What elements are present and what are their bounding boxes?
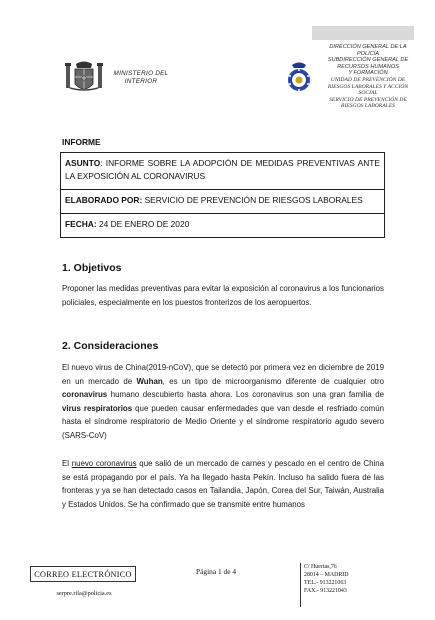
police-emblem-icon: [282, 60, 316, 94]
asunto-value: : INFORME SOBRE LA ADOPCIÓN DE MEDIDAS PREVENTIVAS ANTE LA EXPOSICIÓN AL CORONAVIRUS: [65, 158, 380, 181]
elaborado-row: [61, 190, 384, 214]
metadata-table: [60, 152, 385, 238]
elaborado-label: ELABORADO POR:: [65, 195, 143, 205]
header-grey-bar: [312, 26, 414, 40]
postal-address: C/ Huertas,76 28014 – MADRID TEL.- 913221063 FAX.- 913221043: [300, 563, 414, 607]
consideraciones-paragraph-1: El nuevo virus de China(2019-nCoV), que se detectó por primera vez en diciembre de 2019 en un mercado de Wuhan, es un tipo de microorganismo diferente de cualquier otro coronavirus humano descubierto hasta ahora. Los coronavirus son una gran familia de virus respiratorios que pueden causar enfermedades que van desde el resfriado común hasta el síndrome respiratorio de Medio Oriente y el síndrome respiratorio agudo severo (SARS-CoV): [62, 363, 384, 440]
fecha-label: FECHA:: [65, 219, 97, 229]
email-address[interactable]: serpre.rila@policia.es: [56, 590, 112, 597]
fecha-row: [61, 214, 384, 237]
spain-coat-of-arms-icon: [64, 60, 104, 96]
issuing-department-block: DIRECCIÓN GENERAL DE LA POLICÍA SUBDIRECCIÓN GENERAL DE RECURSOS HUMANOS Y FORMACIÓN UNIDAD DE PREVENCIÓN DE RIESGOS LABORALES Y ACCIÓN SOCIAL SERVICIO DE PREVENCIÓN DE RIESGOS LABORALES: [327, 44, 409, 110]
section-title-objetivos: 1. Objetivos: [62, 262, 122, 274]
fecha-value: 24 DE ENERO DE 2020: [96, 219, 190, 229]
consideraciones-paragraph-2: El nuevo coronavirus que salió de un mercado de carnes y pescado en el centro de China se está propagando por el país. Ya ha llegado hasta Pekín. Incluso ha salido fuera de las fronteras y ya se han detectado casos en Tailandia, Japón, Corea del Sur, Taiwán, Australia y Estados Unidos. Se ha confirmado que se transmite entre humanos: [62, 459, 384, 509]
objetivos-paragraph: Proponer las medidas preventivas para evitar la exposición al coronavirus a los funcionarios policiales, especialmente en los puestos fronterizos de los aeropuertos.: [62, 284, 384, 307]
elaborado-value: SERVICIO DE PREVENCIÓN DE RIESGOS LABORALES: [142, 195, 363, 205]
ministry-name: MINISTERIO DEL INTERIOR: [113, 70, 169, 85]
email-label-box: CORREO ELECTRÓNICO: [30, 566, 136, 582]
section-title-consideraciones: 2. Consideraciones: [62, 340, 159, 352]
asunto-row: [61, 153, 384, 190]
asunto-label: ASUNTO: [65, 158, 101, 168]
document-type: INFORME: [62, 137, 101, 147]
page-number: Página 1 de 4: [196, 567, 237, 576]
